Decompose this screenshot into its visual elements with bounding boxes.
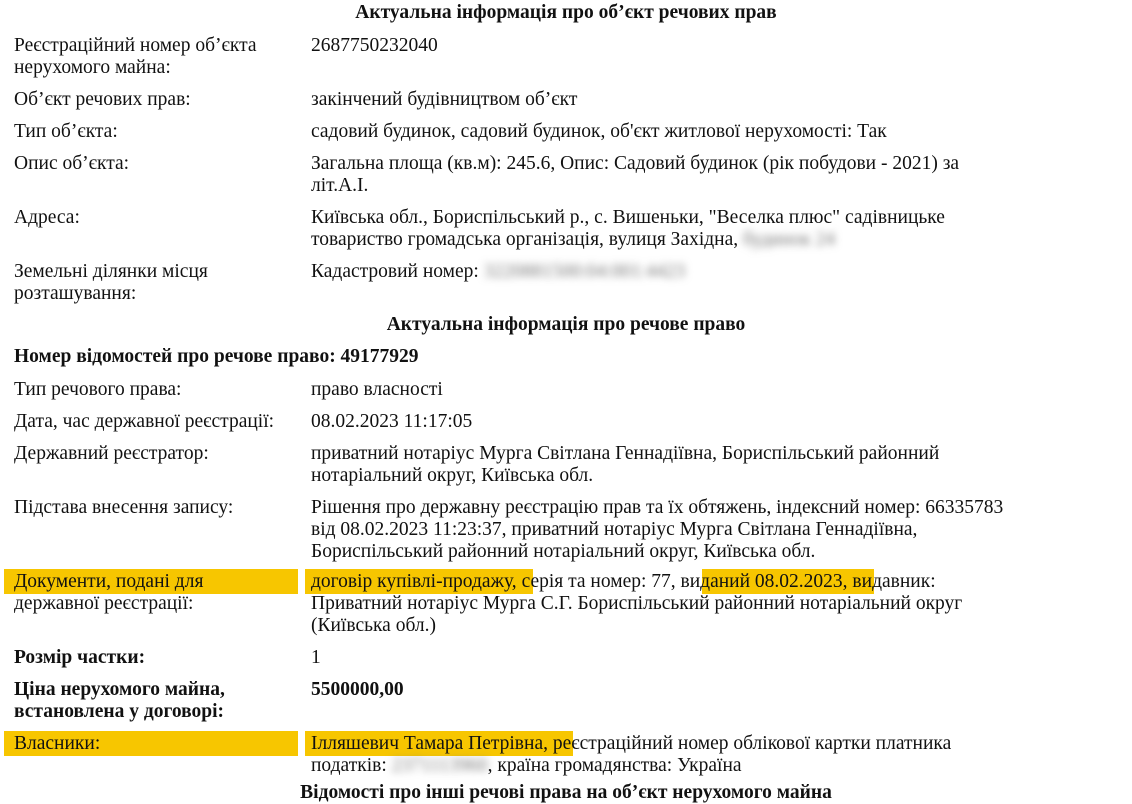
owners-label: Власники: — [14, 733, 101, 754]
owners-value-2 — [311, 755, 742, 777]
land-plots-label: Земельні ділянки місця — [14, 261, 208, 282]
cadastral-redacted: 3220881500:04:001:4423 — [483, 261, 686, 282]
land-plots-label-2: розташування: — [14, 283, 137, 304]
documents-value-3: (Київська обл.) — [311, 615, 436, 636]
object-desc-label: Опис об’єкта: — [14, 153, 130, 174]
basis-label: Підстава внесення запису: — [14, 497, 234, 518]
address-value: Київська обл., Бориспільський р., с. Вишеньки, "Веселка плюс" садівницьке — [311, 207, 945, 228]
basis-value-2: від 08.02.2023 11:23:37, приватний нотаріус Мурга Світлана Геннадіївна, — [311, 519, 918, 540]
documents-value — [311, 571, 936, 593]
reg-number-label: Реєстраційний номер об’єкта — [14, 35, 257, 56]
price-label: Ціна нерухомого майна, — [14, 679, 225, 700]
registrar-label: Державний реєстратор: — [14, 443, 209, 464]
doc-series: серія та номер: 77, — [516, 571, 681, 592]
right-type-value: право власності — [311, 379, 443, 400]
cadastral-number — [311, 261, 685, 283]
section-object-title: Актуальна інформація про об’єкт речових прав — [355, 2, 777, 23]
object-desc-value: Загальна площа (кв.м): 245.6, Опис: Садовий будинок (рік побудови - 2021) за — [311, 153, 960, 174]
owner-name: Ілляшевич Тамара Петрівна — [311, 733, 544, 754]
registrar-value-2: нотаріальний округ, Київська обл. — [311, 465, 594, 486]
documents-label: Документи, подані для — [14, 571, 204, 592]
owner-tax-prefix: податків: — [311, 755, 387, 776]
section-right-title: Актуальна інформація про речове право — [386, 314, 746, 335]
address-value-2 — [311, 229, 835, 251]
address-redacted: будинок 24 — [743, 229, 836, 250]
basis-value: Рішення про державну реєстрацію прав та їх обтяжень, індексний номер: 66335783 — [311, 497, 1004, 518]
share-size-label: Розмір частки: — [14, 647, 146, 668]
owner-tax-label: , реєстраційний номер облікової картки платника — [543, 733, 952, 754]
right-type-label: Тип речового права: — [14, 379, 182, 400]
address-label: Адреса: — [14, 207, 80, 228]
doc-issuer-label: , видавник: — [842, 571, 936, 592]
address-street: товариство громадська організація, вулиця Західна, — [311, 229, 739, 250]
reg-number-label-2: нерухомого майна: — [14, 57, 171, 78]
object-desc-value-2: літ.А.І. — [311, 175, 369, 196]
owner-citizenship: , країна громадянства: Україна — [487, 755, 742, 776]
cadastral-label: Кадастровий номер: — [311, 261, 479, 282]
registration-date-value: 08.02.2023 11:17:05 — [311, 411, 473, 432]
object-value: закінчений будівництвом об’єкт — [311, 89, 578, 110]
owners-value — [311, 733, 951, 755]
doc-type: договір купівлі-продажу, — [311, 571, 517, 592]
documents-label-2: державної реєстрації: — [14, 593, 194, 614]
registrar-value: приватний нотаріус Мурга Світлана Геннадіївна, Бориспільський районний — [311, 443, 940, 464]
section-other-rights-title: Відомості про інші речові права на об’єкт нерухомого майна — [300, 782, 832, 803]
right-number: Номер відомостей про речове право: 49177929 — [14, 346, 419, 367]
object-type-label: Тип об’єкта: — [14, 121, 118, 142]
doc-issued: виданий 08.02.2023 — [680, 571, 843, 592]
object-label: Об’єкт речових прав: — [14, 89, 191, 110]
basis-value-3: Бориспільський районний нотаріальний округ, Київська обл. — [311, 541, 816, 562]
object-type-value: садовий будинок, садовий будинок, об'єкт житлової нерухомості: Так — [311, 121, 887, 142]
documents-value-2: Приватний нотаріус Мурга С.Г. Бориспільський районний нотаріальний округ — [311, 593, 963, 614]
price-label-2: встановлена у договорі: — [14, 701, 224, 722]
share-size-value: 1 — [311, 647, 321, 668]
owner-tax-redacted: 2371113960 — [391, 755, 488, 776]
price-value: 5500000,00 — [311, 679, 404, 700]
registration-date-label: Дата, час державної реєстрації: — [14, 411, 275, 432]
reg-number-value: 2687750232040 — [311, 35, 438, 56]
